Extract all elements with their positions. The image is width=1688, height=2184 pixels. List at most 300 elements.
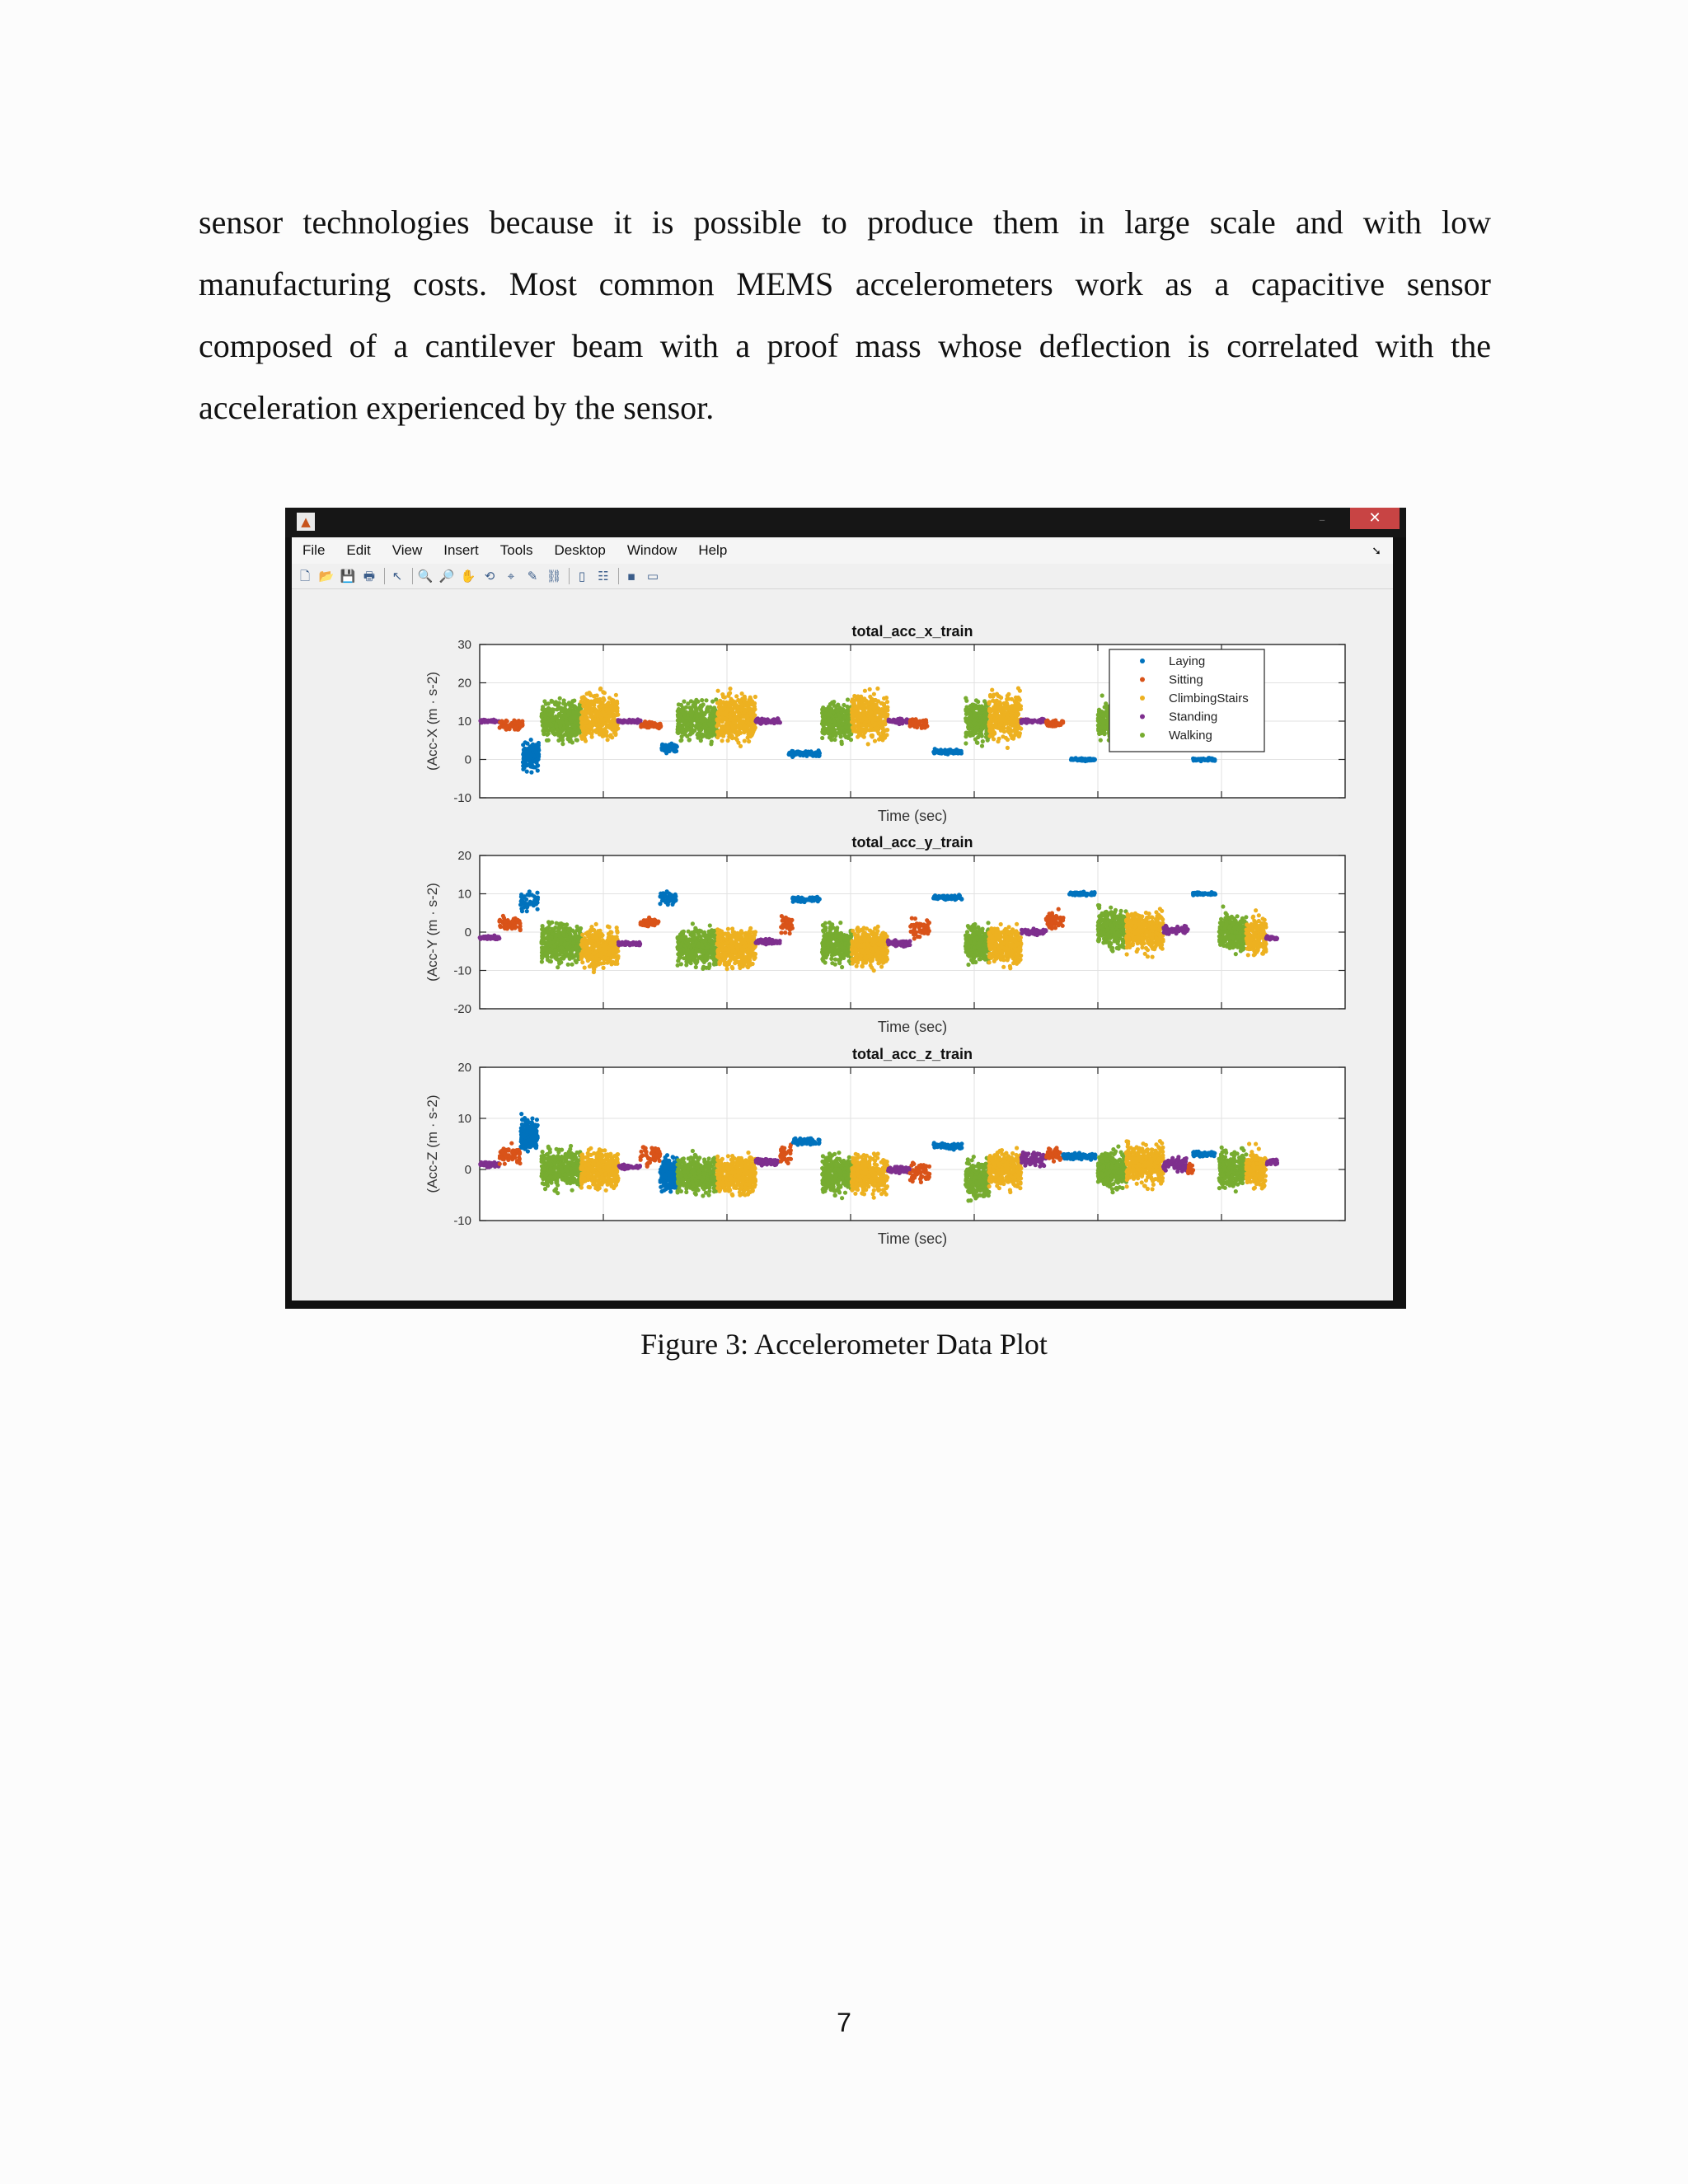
data-point bbox=[497, 920, 501, 924]
data-point bbox=[598, 714, 602, 718]
data-point bbox=[972, 703, 976, 707]
data-point bbox=[719, 707, 723, 711]
data-point bbox=[510, 926, 514, 930]
data-point bbox=[828, 718, 832, 722]
data-point bbox=[817, 754, 821, 758]
data-point bbox=[680, 728, 684, 732]
minimize-maximize-icon[interactable]: – bbox=[1319, 512, 1342, 527]
data-point bbox=[699, 704, 703, 708]
data-point bbox=[867, 706, 871, 710]
data-point bbox=[525, 770, 529, 774]
data-point bbox=[995, 699, 999, 703]
data-point bbox=[968, 723, 972, 727]
data-point bbox=[734, 705, 738, 709]
hide-plot-tools-icon[interactable]: ▪ bbox=[626, 569, 636, 583]
data-point bbox=[1098, 727, 1102, 731]
legend-marker-climbingstairs bbox=[1140, 696, 1145, 701]
data-point bbox=[844, 735, 848, 739]
data-point bbox=[832, 719, 836, 724]
data-point bbox=[557, 719, 561, 724]
data-point bbox=[667, 747, 671, 751]
data-point bbox=[684, 728, 688, 732]
data-point bbox=[977, 710, 981, 715]
data-point bbox=[585, 691, 589, 696]
data-point bbox=[1006, 725, 1010, 729]
data-point bbox=[837, 719, 841, 724]
data-point bbox=[865, 719, 869, 724]
legend-icon[interactable]: ☷ bbox=[598, 569, 609, 583]
data-point bbox=[481, 718, 485, 722]
data-point bbox=[537, 743, 541, 748]
data-point bbox=[692, 701, 696, 705]
menu-help[interactable]: Help bbox=[698, 542, 728, 558]
colorbar-icon[interactable]: ▯ bbox=[578, 569, 586, 583]
data-point bbox=[677, 702, 681, 706]
new-file-icon[interactable]: 🗋 bbox=[299, 569, 311, 583]
data-point bbox=[695, 710, 699, 715]
data-point bbox=[994, 724, 998, 728]
data-point bbox=[543, 726, 547, 730]
data-point bbox=[600, 701, 604, 705]
data-point bbox=[610, 723, 614, 727]
data-point bbox=[581, 728, 585, 732]
data-point bbox=[729, 704, 733, 708]
data-point bbox=[662, 743, 666, 748]
data-point bbox=[613, 733, 617, 737]
data-point bbox=[1099, 731, 1103, 735]
axes-title: total_acc_x_train bbox=[851, 623, 973, 640]
brush-icon[interactable]: ✎ bbox=[527, 569, 538, 583]
data-point bbox=[853, 724, 857, 728]
data-point bbox=[1096, 716, 1100, 720]
data-point bbox=[582, 696, 586, 701]
data-point bbox=[940, 750, 944, 754]
data-point bbox=[603, 721, 607, 725]
data-point bbox=[546, 738, 551, 743]
data-point bbox=[682, 711, 686, 715]
data-point bbox=[518, 902, 523, 907]
data-point bbox=[865, 701, 869, 705]
data-point bbox=[526, 752, 530, 756]
data-point bbox=[585, 729, 589, 733]
data-point bbox=[541, 705, 545, 709]
data-point bbox=[706, 705, 710, 710]
y-tick-label: 0 bbox=[464, 752, 471, 767]
data-point bbox=[862, 735, 866, 739]
data-point bbox=[980, 704, 984, 708]
data-point bbox=[948, 750, 952, 754]
data-point bbox=[490, 719, 494, 723]
legend-label: Laying bbox=[1169, 654, 1206, 668]
data-point bbox=[560, 738, 565, 743]
data-point bbox=[567, 735, 571, 739]
legend-label: Walking bbox=[1169, 729, 1212, 743]
data-point bbox=[968, 712, 972, 716]
data-point bbox=[728, 715, 732, 719]
data-point bbox=[1015, 715, 1019, 719]
zoom-in-icon[interactable]: 🔍 bbox=[417, 569, 434, 583]
legend-marker-laying bbox=[1140, 658, 1145, 663]
data-point bbox=[748, 696, 753, 700]
menu-tools[interactable]: Tools bbox=[499, 542, 533, 558]
y-tick-label: 10 bbox=[457, 715, 471, 729]
data-point bbox=[1013, 729, 1017, 733]
data-point bbox=[829, 709, 833, 713]
show-plot-tools-icon[interactable]: ▭ bbox=[646, 569, 659, 583]
data-point bbox=[643, 719, 647, 724]
data-point bbox=[850, 719, 854, 724]
data-point bbox=[760, 719, 764, 723]
data-point bbox=[1016, 705, 1020, 709]
data-point bbox=[743, 714, 747, 718]
data-point bbox=[884, 715, 888, 719]
data-point bbox=[816, 750, 820, 754]
data-point bbox=[555, 707, 559, 711]
data-point bbox=[878, 721, 882, 725]
data-point bbox=[740, 721, 744, 725]
data-point bbox=[823, 712, 828, 716]
data-point bbox=[575, 728, 579, 732]
data-point bbox=[1100, 713, 1104, 717]
data-point bbox=[843, 715, 847, 719]
data-point bbox=[973, 731, 978, 735]
zoom-out-icon[interactable]: 🔎 bbox=[438, 569, 455, 583]
data-point bbox=[536, 907, 540, 912]
data-point bbox=[523, 766, 527, 770]
data-point bbox=[673, 749, 677, 753]
series-segment-laying bbox=[1191, 756, 1217, 763]
data-point bbox=[728, 687, 732, 691]
data-point bbox=[707, 727, 711, 731]
data-point bbox=[822, 721, 826, 725]
legend-label: Standing bbox=[1169, 710, 1218, 724]
y-tick-label: -10 bbox=[453, 791, 471, 805]
data-point bbox=[519, 895, 523, 899]
data-point bbox=[527, 902, 531, 907]
data-point bbox=[1006, 746, 1010, 750]
data-point bbox=[585, 719, 589, 724]
data-point bbox=[797, 750, 801, 754]
data-point bbox=[559, 714, 563, 718]
data-point bbox=[570, 963, 574, 967]
data-point bbox=[828, 702, 832, 706]
data-point bbox=[720, 738, 724, 743]
data-point bbox=[982, 699, 987, 703]
pan-hand-icon[interactable]: ✋ bbox=[460, 569, 476, 583]
data-point bbox=[750, 700, 754, 704]
data-point bbox=[1011, 737, 1015, 741]
data-point bbox=[994, 718, 998, 722]
dock-arrow-icon[interactable]: ➘ bbox=[1372, 544, 1381, 557]
data-point bbox=[594, 711, 598, 715]
data-point bbox=[686, 701, 690, 705]
data-point bbox=[1207, 757, 1211, 761]
data-point bbox=[704, 698, 708, 702]
data-point bbox=[618, 719, 622, 723]
data-point bbox=[733, 719, 737, 724]
data-point bbox=[869, 715, 873, 719]
data-point bbox=[595, 700, 599, 704]
data-point bbox=[914, 724, 918, 728]
data-point bbox=[525, 909, 529, 913]
data-point bbox=[964, 707, 968, 711]
data-point bbox=[862, 711, 866, 715]
data-point bbox=[841, 722, 845, 726]
figure-client-area bbox=[292, 537, 1393, 1301]
data-point bbox=[1016, 687, 1020, 691]
data-point bbox=[1197, 757, 1201, 762]
data-point bbox=[550, 723, 554, 727]
data-point bbox=[980, 725, 984, 729]
data-point bbox=[614, 693, 618, 697]
data-point bbox=[776, 717, 781, 721]
data-point bbox=[558, 696, 562, 701]
data-point bbox=[1004, 706, 1008, 710]
data-point bbox=[1004, 736, 1008, 740]
data-point bbox=[1021, 719, 1025, 724]
menu-window[interactable]: Window bbox=[626, 542, 678, 558]
menu-edit[interactable]: Edit bbox=[346, 542, 371, 558]
data-point bbox=[828, 729, 832, 733]
data-point bbox=[967, 727, 971, 731]
data-point bbox=[719, 711, 723, 715]
data-point bbox=[852, 712, 856, 716]
data-point bbox=[834, 704, 838, 708]
legend-label: Sitting bbox=[1169, 673, 1203, 687]
data-point bbox=[976, 700, 980, 704]
data-point bbox=[1006, 694, 1010, 698]
data-point bbox=[882, 703, 886, 707]
data-point bbox=[879, 715, 884, 719]
data-point bbox=[1005, 701, 1009, 705]
data-point bbox=[688, 710, 692, 715]
data-point bbox=[678, 722, 682, 726]
data-point bbox=[587, 705, 591, 709]
menu-view[interactable]: View bbox=[392, 542, 423, 558]
data-point bbox=[836, 708, 840, 712]
data-point bbox=[723, 696, 727, 700]
data-point bbox=[726, 738, 730, 743]
data-point bbox=[592, 694, 596, 698]
data-point bbox=[518, 928, 523, 932]
matlab-logo-icon: ▲ bbox=[297, 513, 315, 531]
data-point bbox=[992, 708, 996, 712]
data-point bbox=[610, 715, 614, 719]
data-point bbox=[790, 752, 795, 757]
data-point bbox=[884, 696, 889, 700]
data-point bbox=[738, 700, 742, 704]
data-point bbox=[932, 751, 936, 755]
data-point bbox=[879, 707, 884, 711]
data-point bbox=[870, 733, 874, 738]
data-point bbox=[536, 768, 540, 772]
data-point bbox=[1014, 699, 1018, 703]
data-point bbox=[872, 692, 876, 696]
data-point bbox=[566, 722, 570, 726]
data-point bbox=[991, 694, 995, 698]
data-point bbox=[687, 738, 692, 742]
data-point bbox=[709, 742, 713, 746]
print-icon[interactable]: 🖶 bbox=[363, 569, 376, 583]
data-point bbox=[528, 893, 532, 898]
data-point bbox=[503, 919, 507, 923]
data-point bbox=[873, 739, 877, 743]
data-point bbox=[543, 714, 547, 718]
data-point bbox=[570, 724, 574, 728]
data-point bbox=[700, 698, 704, 702]
data-point bbox=[523, 747, 527, 751]
data-point bbox=[535, 901, 539, 905]
open-folder-icon[interactable]: 📂 bbox=[318, 569, 335, 583]
data-point bbox=[549, 712, 553, 716]
data-point bbox=[515, 918, 519, 922]
data-point bbox=[1099, 738, 1103, 743]
data-point bbox=[518, 924, 523, 928]
data-point bbox=[748, 711, 753, 715]
data-point bbox=[990, 688, 994, 692]
data-point bbox=[579, 715, 584, 719]
data-point bbox=[679, 738, 683, 743]
data-point bbox=[839, 739, 843, 743]
window-titlebar[interactable] bbox=[285, 508, 1406, 537]
data-point bbox=[696, 724, 701, 729]
data-point bbox=[899, 717, 903, 721]
axes-1 bbox=[424, 623, 1345, 824]
data-point bbox=[610, 728, 614, 732]
data-point bbox=[560, 710, 564, 714]
body-paragraph: sensor technologies because it is possible to produce them in large scale and with low manufacturing costs. Most common MEMS accelerometers work as a capacitive sensor composed of a cantilever beam with a proof mass whose deflection is correlated with the acceleration experienced by the sensor. bbox=[199, 204, 1491, 426]
data-point bbox=[503, 725, 507, 729]
data-point bbox=[991, 733, 995, 738]
data-point bbox=[973, 718, 977, 722]
data-point bbox=[699, 738, 703, 743]
data-point bbox=[496, 935, 500, 940]
data-point bbox=[862, 706, 866, 710]
data-point bbox=[743, 738, 747, 743]
data-point bbox=[554, 715, 558, 719]
data-point bbox=[707, 723, 711, 727]
data-point bbox=[516, 720, 520, 724]
data-point bbox=[581, 701, 585, 705]
data-point bbox=[727, 725, 731, 729]
data-point bbox=[536, 757, 540, 762]
data-point bbox=[736, 724, 740, 728]
data-point bbox=[975, 741, 979, 745]
data-point bbox=[685, 716, 689, 720]
data-point bbox=[821, 705, 825, 710]
data-point bbox=[820, 736, 824, 740]
data-point bbox=[804, 754, 809, 758]
data-point bbox=[511, 724, 515, 729]
data-point bbox=[821, 731, 825, 735]
data-point bbox=[584, 739, 588, 743]
data-point bbox=[594, 728, 598, 732]
data-point bbox=[527, 757, 531, 762]
data-point bbox=[515, 725, 519, 729]
y-tick-label: 0 bbox=[464, 926, 471, 940]
data-point bbox=[602, 711, 606, 715]
data-point bbox=[746, 736, 750, 740]
data-point bbox=[601, 690, 605, 694]
data-point bbox=[1100, 693, 1104, 697]
data-point bbox=[605, 733, 609, 738]
menu-desktop[interactable]: Desktop bbox=[554, 542, 606, 558]
y-axis-label: (Acc-X (m · s-2) bbox=[424, 672, 440, 771]
data-point bbox=[1001, 709, 1005, 713]
data-point bbox=[535, 891, 539, 895]
data-point bbox=[710, 729, 715, 733]
data-point bbox=[654, 723, 659, 727]
data-point bbox=[498, 720, 502, 724]
data-point bbox=[593, 718, 598, 722]
menu-file[interactable]: File bbox=[302, 542, 326, 558]
menu-insert[interactable]: Insert bbox=[443, 542, 479, 558]
data-point bbox=[632, 719, 636, 723]
y-tick-label: 20 bbox=[457, 676, 471, 691]
data-point bbox=[724, 717, 728, 721]
data-point bbox=[726, 707, 730, 711]
window-title bbox=[285, 508, 1406, 537]
data-point bbox=[648, 724, 652, 728]
data-point bbox=[604, 704, 608, 708]
link-plot-icon[interactable]: ⛓ bbox=[546, 569, 562, 583]
data-point bbox=[964, 741, 968, 745]
data-point bbox=[1007, 721, 1011, 725]
data-point bbox=[766, 718, 770, 722]
data-point bbox=[863, 689, 867, 693]
data-point bbox=[1087, 758, 1091, 762]
data-point bbox=[575, 738, 579, 743]
data-point bbox=[913, 718, 917, 722]
data-point bbox=[563, 706, 567, 710]
data-point bbox=[542, 719, 546, 723]
save-icon[interactable]: 💾 bbox=[340, 569, 356, 583]
data-point bbox=[1025, 719, 1029, 723]
data-point bbox=[921, 725, 926, 729]
data-point bbox=[478, 937, 482, 941]
select-arrow-icon[interactable]: ↖ bbox=[392, 569, 403, 583]
data-point bbox=[740, 691, 744, 696]
data-cursor-icon[interactable]: ⌖ bbox=[507, 569, 515, 583]
data-point bbox=[706, 734, 710, 738]
close-button[interactable]: ✕ bbox=[1350, 508, 1400, 529]
data-point bbox=[831, 733, 835, 737]
data-point bbox=[586, 700, 590, 704]
data-point bbox=[740, 696, 744, 701]
data-point bbox=[687, 705, 692, 710]
rotate-3d-icon[interactable]: ⟲ bbox=[484, 569, 495, 583]
data-point bbox=[712, 705, 716, 710]
data-point bbox=[922, 721, 926, 725]
data-point bbox=[734, 736, 738, 740]
data-point bbox=[933, 747, 937, 751]
data-point bbox=[602, 729, 606, 733]
data-point bbox=[489, 935, 493, 939]
data-point bbox=[980, 744, 984, 748]
data-point bbox=[869, 724, 873, 729]
data-point bbox=[884, 728, 889, 732]
legend-marker-sitting bbox=[1140, 677, 1145, 682]
data-point bbox=[537, 752, 541, 756]
data-point bbox=[1057, 723, 1061, 727]
data-point bbox=[1040, 719, 1044, 724]
data-point bbox=[530, 764, 534, 768]
data-point bbox=[954, 751, 958, 755]
data-point bbox=[1103, 725, 1107, 729]
y-tick-label: -10 bbox=[453, 963, 471, 978]
data-point bbox=[885, 708, 889, 712]
data-point bbox=[689, 731, 693, 735]
